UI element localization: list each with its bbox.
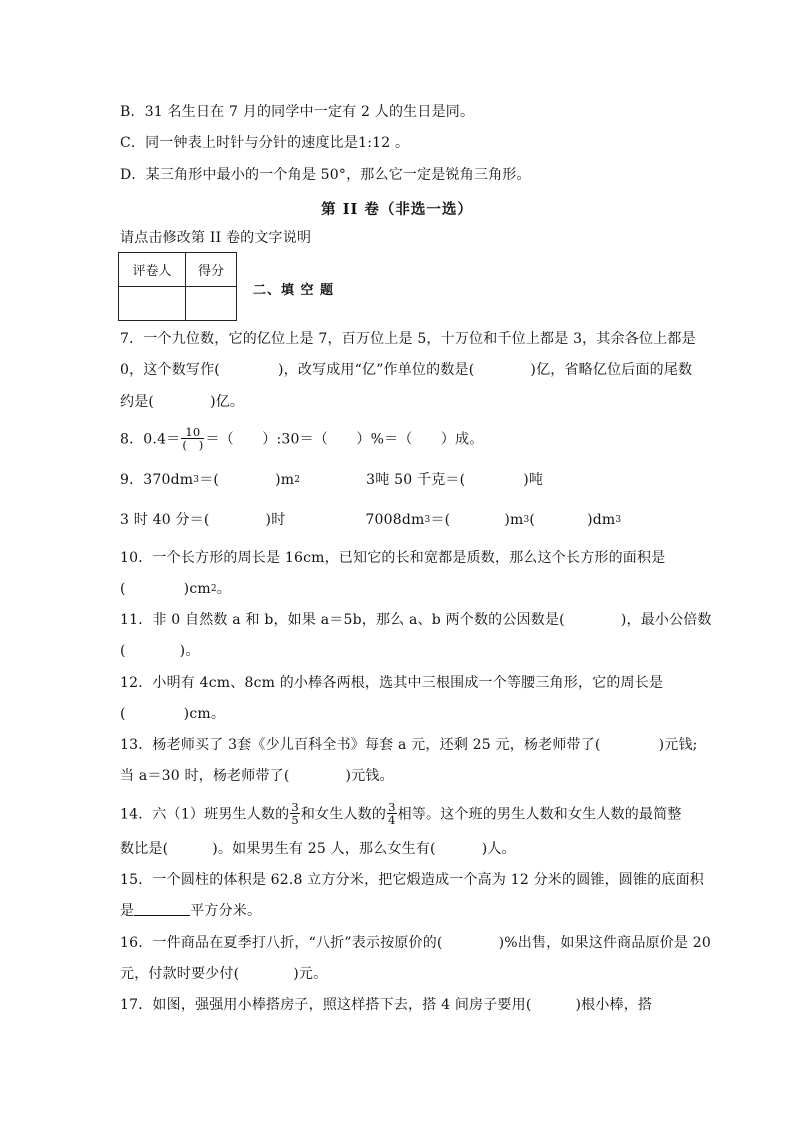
q13-text-c: 当 a＝30 时，杨老师带了( [120, 768, 290, 784]
question-11-line-1 [120, 611, 712, 629]
question-15-line-2 [120, 902, 261, 920]
q8-fraction [181, 426, 204, 451]
q11-text-d: )。 [179, 643, 200, 659]
q7-text-b: )，改写成用“亿”作单位的数是( [277, 362, 475, 378]
q14-fraction-2 [387, 801, 397, 826]
q7-text-c: )亿，省略亿位后面的尾数 [530, 362, 693, 378]
score-table-score-header: 得分 [186, 253, 237, 287]
question-7-line-3 [120, 393, 244, 411]
q14-text-a: 14．六（1）班男生人数的 [120, 806, 290, 823]
q17-text-b: )根小棒，搭 [575, 997, 653, 1013]
q14-fraction-1-denominator: 5 [291, 813, 299, 827]
question-16-line-1 [120, 934, 711, 952]
q9-b-1: 3吨 50 千克＝( [366, 472, 466, 488]
q7-text-a: 0，这个数写作( [120, 362, 220, 378]
option-c: C．同一钟表上时针与分针的速度比是1:12 。 [120, 135, 410, 151]
q14-text-f: )人。 [481, 841, 516, 857]
q9-c-2: )时 [265, 512, 286, 528]
question-14-line-1 [120, 802, 682, 827]
q10-sup: 2 [210, 584, 217, 594]
q12-text-b: )cm。 [183, 706, 226, 722]
q11-text-c: ( [120, 643, 126, 659]
question-15-line-1: 15．一个圆柱的体积是 62.8 立方分米，把它煅造成一个高为 12 分米的圆锥，圆锥的底面积 [120, 872, 704, 888]
q13-text-b: )元钱; [658, 737, 698, 753]
q8-fraction-numerator: 10 [181, 426, 204, 439]
q13-text-a: 13．杨老师买了 3套《少儿百科全书》每套 a 元，还剩 25 元，杨老师带了( [120, 737, 601, 753]
q16-text-b: )%出售，如果这件商品原价是 20 [498, 935, 712, 951]
q14-text-b: 和女生人数的 [300, 806, 387, 823]
q8-prefix: 8．0.4＝ [120, 431, 181, 448]
question-8 [120, 427, 484, 452]
q7-text-d: 约是( [120, 394, 155, 410]
q7-text-e: )亿。 [210, 394, 245, 410]
question-13-line-1 [120, 736, 698, 754]
q16-text-d: )元。 [293, 966, 328, 982]
q9-d-3: )m [504, 512, 524, 528]
question-7-line-2 [120, 361, 692, 379]
q14-fraction-2-denominator: 4 [388, 813, 396, 827]
q12-text-a: ( [120, 706, 126, 722]
question-17-line-1 [120, 996, 652, 1014]
section-title: 二、填 空 题 [253, 283, 335, 298]
q9-a-1: 9．370dm [120, 472, 194, 488]
q9-a-sup2: 2 [294, 475, 301, 485]
q8-fraction-denominator[interactable]: ( ) [182, 438, 204, 452]
q9-b-2: )吨 [523, 472, 544, 488]
q10-text-b: )cm [183, 581, 211, 597]
score-table-reviewer-header: 评卷人 [119, 253, 186, 287]
q14-text-c: 相等。这个班的男生人数和女生人数的最简整 [397, 806, 682, 823]
question-9-row-2 [120, 511, 621, 529]
q10-text-a: ( [120, 581, 126, 597]
q15-blank[interactable] [134, 902, 190, 916]
q9-a-sup: 3 [193, 475, 200, 485]
q9-d-sup2: 3 [523, 515, 530, 525]
question-9-row-1 [120, 471, 543, 489]
q9-d-1: 7008dm [365, 512, 425, 528]
q10-text-c: 。 [216, 581, 231, 597]
q9-a-2: ＝( [199, 472, 220, 488]
q17-text-a: 17．如图，强强用小棒搭房子，照这样搭下去，搭 4 间房子要用( [120, 997, 532, 1013]
q11-text-b: )，最小公倍数 [620, 612, 712, 628]
option-b: B．31 名生日在 7 月的同学中一定有 2 人的生日是同。 [120, 104, 475, 120]
volume-title: 第 II 卷（非选一选） [321, 201, 473, 218]
question-16-line-2 [120, 965, 327, 983]
question-10-line-2 [120, 580, 231, 598]
question-11-line-2 [120, 642, 200, 660]
score-table [118, 252, 237, 321]
q16-text-a: 16．一件商品在夏季打八折，“八折”表示按原价的( [120, 935, 443, 951]
option-d: D．某三角形中最小的一个角是 50°，那么它一定是锐角三角形。 [120, 167, 531, 183]
question-13-line-2 [120, 767, 394, 785]
q8-rest: ＝（ ）:30＝（ ）%＝（ ）成。 [205, 431, 484, 448]
q9-d-sup: 3 [424, 515, 431, 525]
question-10-line-1: 10．一个长方形的周长是 16cm，已知它的长和宽都是质数，那么这个长方形的面积是 [120, 550, 666, 566]
q9-d-5: )dm [587, 512, 616, 528]
q14-fraction-1 [290, 801, 300, 826]
question-12-line-2 [120, 705, 225, 723]
q15-text-a: 是 [120, 903, 135, 919]
volume-note: 请点击修改第 II 卷的文字说明 [120, 230, 312, 246]
q14-text-d: 数比是( [120, 841, 169, 857]
q9-a-3: )m [275, 472, 295, 488]
q16-text-c: 元，付款时要少付( [120, 966, 240, 982]
q9-d-4: ( [529, 512, 536, 528]
q9-d-sup3: 3 [615, 515, 622, 525]
question-14-line-2 [120, 840, 516, 858]
score-table-reviewer-cell[interactable] [119, 287, 186, 321]
question-12-line-1: 12．小明有 4cm、8cm 的小棒各两根，选其中三根围成一个等腰三角形，它的周长是 [120, 675, 664, 691]
q11-text-a: 11．非 0 自然数 a 和 b，如果 a＝5b，那么 a、b 两个数的公因数是( [120, 612, 565, 628]
q14-fraction-1-numerator: 3 [291, 800, 299, 814]
q14-text-e: )。如果男生有 25 人，那么女生有( [212, 841, 436, 857]
q9-d-2: ＝( [430, 512, 451, 528]
question-7-line-1: 7．一个九位数，它的亿位上是 7，百万位上是 5，十万位和千位上都是 3，其余各位上都是 [120, 331, 696, 347]
score-table-score-cell[interactable] [186, 287, 237, 321]
q13-text-d: )元钱。 [345, 768, 394, 784]
q15-text-b: 平方分米。 [190, 903, 262, 919]
q9-c-1: 3 时 40 分＝( [120, 512, 210, 528]
q14-fraction-2-numerator: 3 [388, 800, 396, 814]
